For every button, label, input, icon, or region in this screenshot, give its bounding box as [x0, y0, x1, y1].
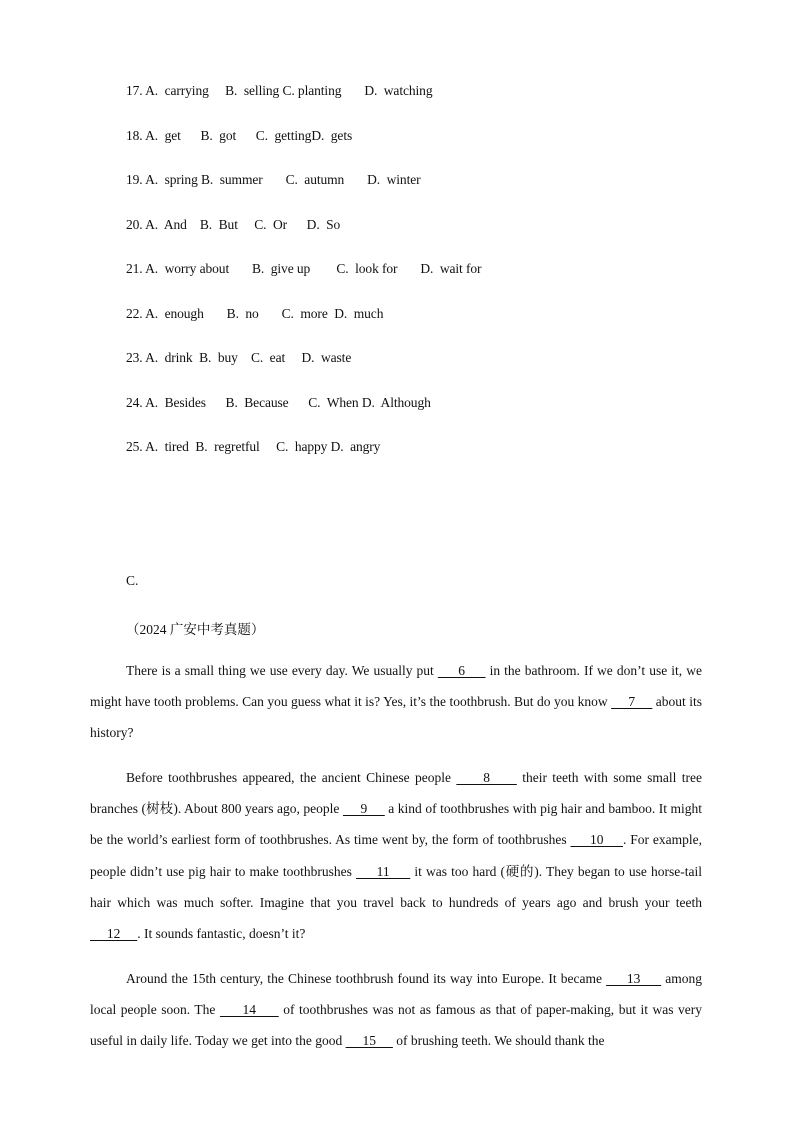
question-19: 19. A. spring B. summer C. autumn D. winter: [126, 172, 421, 187]
question-24: 24. A. Besides B. Because C. When D. Although: [126, 395, 431, 410]
passage-paragraph-2: Before toothbrushes appeared, the ancient Chinese people 8 their teeth with some small tree branches (树枝). About 800 years ago, people 9 a kind of toothbrushes with pig hair and bamboo. It might be the world’s earliest form of toothbrushes. As time went by, the form of toothbrushes 10 . For example, people didn’t use pig hair to make toothbrushes 11 it was too hard (硬的). They began to use horse-tail hair which was much softer. Imagine that you travel back to hundreds of years ago and brush your teeth 12 . It sounds fantastic, doesn’t it?: [90, 770, 703, 942]
question-23: 23. A. drink B. buy C. eat D. waste: [126, 350, 352, 365]
blank-15[interactable]: 15: [345, 1033, 393, 1049]
blank-14[interactable]: 14: [219, 1002, 279, 1018]
blank-8[interactable]: 8: [456, 770, 517, 785]
question-18: 18. A. get B. got C. gettingD. gets: [126, 128, 353, 143]
question-25: 25. A. tired B. regretful C. happy D. angry: [126, 439, 381, 454]
blank-11[interactable]: 11: [355, 863, 411, 879]
question-17: 17. A. carrying B. selling C. planting D. watching: [126, 83, 433, 98]
passage-paragraph-1: There is a small thing we use every day. We usually put 6 in the bathroom. If we don’t use it, we might have tooth problems. Can you guess what it is? Yes, it’s the toothbrush. But do you know 7 about its history?: [90, 663, 702, 741]
source-label: （2024 广安中考真题）: [126, 622, 265, 637]
blank-9[interactable]: 9: [342, 801, 385, 817]
question-20: 20. A. And B. But C. Or D. So: [126, 217, 341, 232]
blank-10[interactable]: 10: [570, 832, 623, 848]
blank-13[interactable]: 13: [606, 971, 662, 986]
passage-paragraph-3: Around the 15th century, the Chinese toothbrush found its way into Europe. It became 13 among local people soon. The 14 of toothbrushes was not as famous as that of paper-making, but it was very useful in daily life. Today we get into the good 15 of brushing teeth. We should thank the: [90, 971, 703, 1049]
blank-12[interactable]: 12: [90, 926, 138, 942]
question-22: 22. A. enough B. no C. more D. much: [126, 306, 384, 321]
question-21: 21. A. worry about B. give up C. look for D. wait for: [126, 261, 482, 276]
blank-6[interactable]: 6: [437, 663, 486, 678]
section-heading: C.: [126, 573, 139, 588]
blank-7[interactable]: 7: [611, 694, 653, 710]
